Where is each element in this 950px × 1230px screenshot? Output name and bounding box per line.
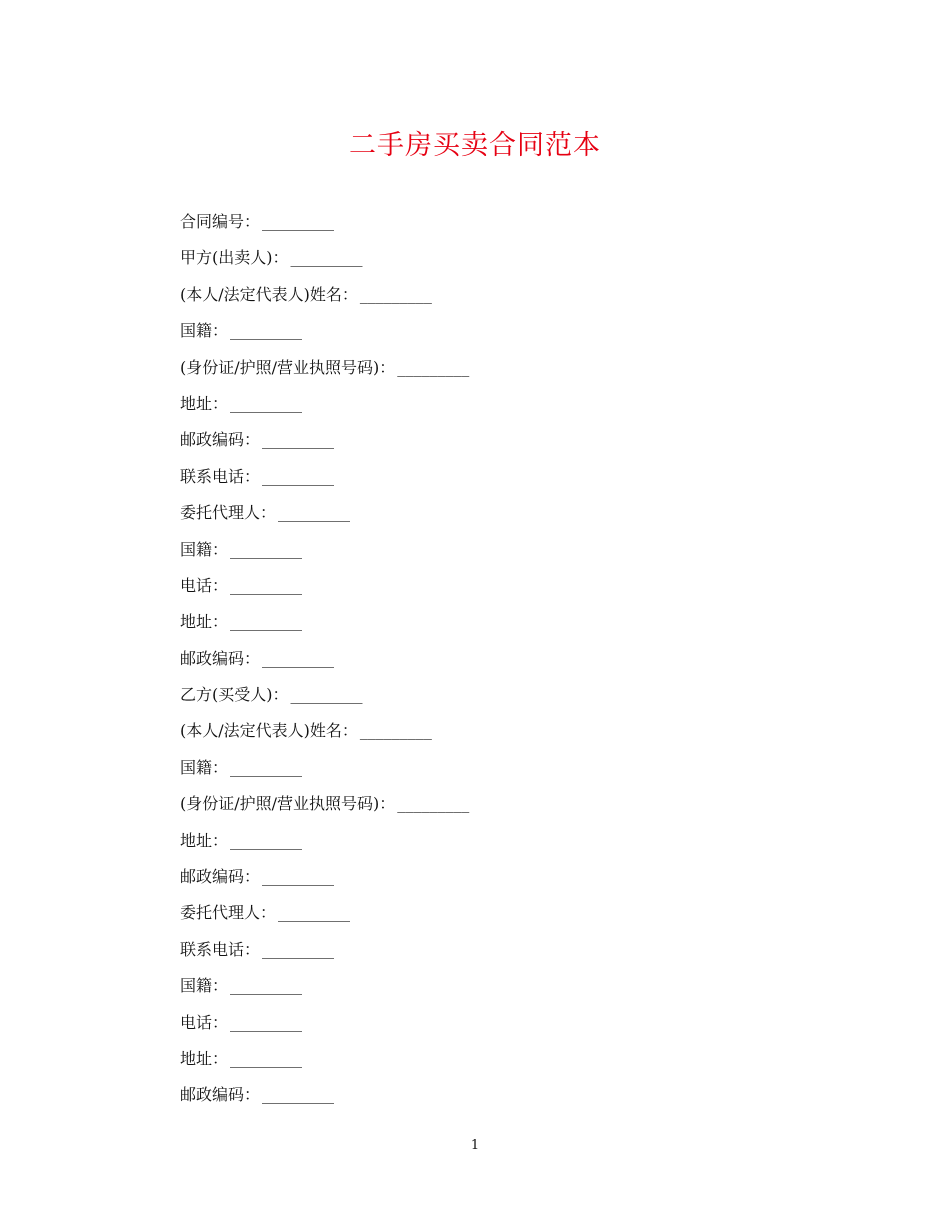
field-label: 地址：	[180, 393, 229, 413]
field-label: 国籍：	[180, 321, 229, 341]
field-label: 邮政编码：	[180, 1085, 261, 1105]
field-label: 委托代理人：	[180, 903, 277, 923]
fill-in-blank: _________	[230, 539, 303, 559]
field-seller-phone	[180, 459, 469, 495]
field-buyer-id-number	[180, 786, 469, 822]
fill-in-blank: _________	[359, 721, 432, 741]
field-buyer-agent-nationality	[180, 968, 469, 1004]
field-label: 甲方(出卖人)：	[180, 248, 289, 268]
field-label: 电话：	[180, 1012, 229, 1032]
field-seller-name	[180, 277, 469, 313]
fill-in-blank: _________	[290, 685, 363, 705]
field-label: 国籍：	[180, 539, 229, 559]
field-label: 合同编号：	[180, 212, 261, 231]
field-label: 邮政编码：	[180, 867, 261, 887]
fill-in-blank: _________	[230, 612, 303, 632]
fill-in-blank: _________	[230, 393, 303, 413]
fill-in-blank: _________	[230, 757, 303, 777]
document-title: 二手房买卖合同范本	[349, 130, 601, 161]
field-seller-agent-nationality	[180, 532, 469, 568]
fill-in-blank: _________	[262, 212, 335, 231]
field-buyer-name	[180, 713, 469, 749]
fill-in-blank: _________	[262, 430, 335, 450]
field-label: 乙方(买受人)：	[180, 685, 289, 705]
field-buyer-postal-code	[180, 859, 469, 895]
field-label: (身份证/护照/营业执照号码)：	[180, 357, 396, 377]
field-label: 邮政编码：	[180, 648, 261, 668]
field-buyer-agent-postal-code	[180, 1077, 469, 1113]
fill-in-blank: _________	[359, 284, 432, 304]
field-label: 委托代理人：	[180, 503, 277, 523]
field-buyer-agent-phone	[180, 1005, 469, 1041]
field-seller-postal-code	[180, 422, 469, 458]
field-label: (本人/法定代表人)姓名：	[180, 284, 358, 304]
field-buyer-address	[180, 823, 469, 859]
fill-in-blank: _________	[262, 867, 335, 887]
field-contract-number	[180, 204, 469, 240]
field-buyer-nationality	[180, 750, 469, 786]
fill-in-blank: _________	[278, 503, 351, 523]
fill-in-blank: _________	[278, 903, 351, 923]
fill-in-blank: _________	[290, 248, 363, 268]
field-label: 联系电话：	[180, 466, 261, 486]
fill-in-blank: _________	[262, 1085, 335, 1105]
field-label: (身份证/护照/营业执照号码)：	[180, 794, 396, 814]
contract-fields-list	[180, 204, 469, 1114]
field-buyer-agent-address	[180, 1041, 469, 1077]
field-party-b-buyer	[180, 677, 469, 713]
fill-in-blank: _________	[230, 976, 303, 996]
field-party-a-seller	[180, 240, 469, 276]
fill-in-blank: _________	[397, 794, 470, 814]
fill-in-blank: _________	[230, 1012, 303, 1032]
fill-in-blank: _________	[262, 466, 335, 486]
field-buyer-agent	[180, 895, 469, 931]
field-label: 地址：	[180, 612, 229, 632]
fill-in-blank: _________	[397, 357, 470, 377]
fill-in-blank: _________	[262, 648, 335, 668]
field-seller-agent	[180, 495, 469, 531]
fill-in-blank: _________	[230, 321, 303, 341]
fill-in-blank: _________	[230, 575, 303, 595]
field-seller-id-number	[180, 350, 469, 386]
fill-in-blank: _________	[262, 939, 335, 959]
fill-in-blank: _________	[230, 1048, 303, 1068]
field-label: (本人/法定代表人)姓名：	[180, 721, 358, 741]
field-seller-agent-phone	[180, 568, 469, 604]
field-label: 地址：	[180, 830, 229, 850]
field-buyer-phone	[180, 932, 469, 968]
field-label: 联系电话：	[180, 939, 261, 959]
field-seller-nationality	[180, 313, 469, 349]
field-seller-agent-postal-code	[180, 641, 469, 677]
field-label: 国籍：	[180, 976, 229, 996]
field-label: 国籍：	[180, 757, 229, 777]
field-label: 电话：	[180, 575, 229, 595]
field-seller-agent-address	[180, 604, 469, 640]
field-label: 邮政编码：	[180, 430, 261, 450]
fill-in-blank: _________	[230, 830, 303, 850]
field-label: 地址：	[180, 1048, 229, 1068]
page-number: 1	[470, 1138, 480, 1153]
field-seller-address	[180, 386, 469, 422]
